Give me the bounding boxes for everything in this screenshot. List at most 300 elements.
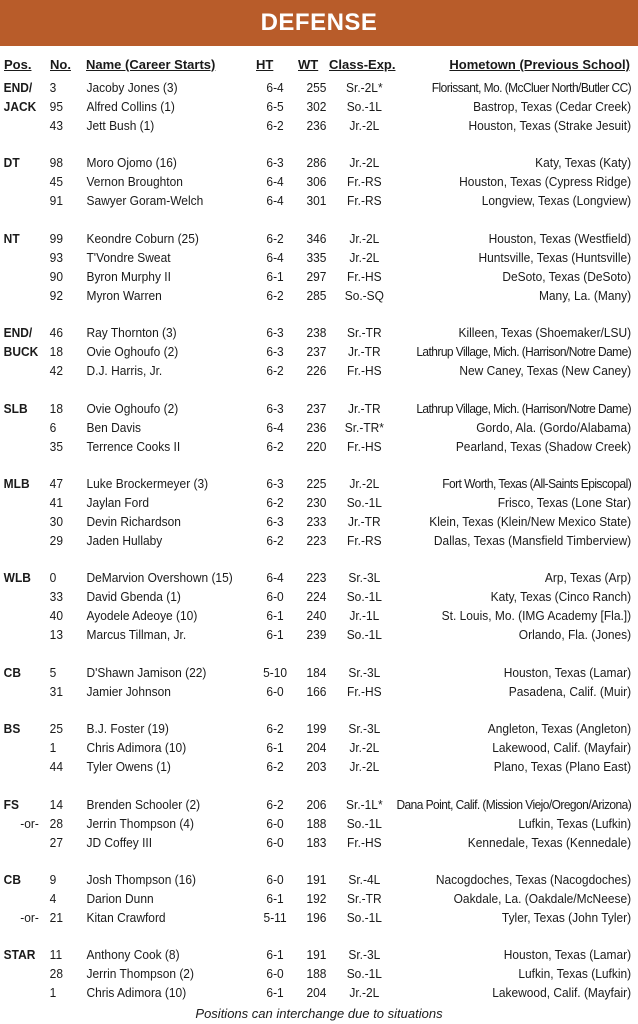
cell-name: Ovie Oghoufo (2) (86, 400, 179, 416)
table-row (0, 814, 638, 833)
cell-ht: 6-2 (266, 721, 284, 737)
cell-home: Katy, Texas (Katy) (535, 155, 632, 171)
cell-name: Terrence Cooks II (86, 438, 181, 454)
cell-cls: Fr.-RS (347, 532, 382, 548)
cell-ht: 6-2 (266, 287, 284, 303)
column-headers (0, 57, 638, 74)
cell-ht: 6-1 (266, 890, 284, 906)
cell-wt: 203 (306, 759, 327, 775)
cell-home: Klein, Texas (Klein/New Mexico State) (429, 513, 632, 529)
cell-no: 90 (49, 268, 63, 284)
cell-name: Ayodele Adeoye (10) (86, 608, 198, 624)
cell-no: 99 (49, 230, 63, 246)
cell-ht: 6-3 (266, 475, 284, 491)
cell-wt: 192 (306, 890, 327, 906)
cell-ht: 6-2 (266, 118, 284, 133)
cell-cls: Sr.-3L (348, 947, 381, 963)
cell-cls: Sr.-1L* (346, 796, 383, 812)
cell-home: Frisco, Texas (Lone Star) (497, 494, 632, 510)
cell-ht: 6-4 (266, 419, 284, 435)
table-row (0, 399, 638, 418)
table-row (0, 625, 638, 644)
cell-pos: BUCK (3, 344, 39, 360)
cell-name: Jamier Johnson (86, 683, 171, 699)
cell-cls: Sr.-3L (348, 721, 381, 737)
cell-cls: Jr.-2L (349, 249, 380, 265)
cell-pos: -or- (20, 815, 39, 831)
cell-pos: MLB (3, 475, 30, 491)
cell-wt: 220 (306, 438, 327, 454)
cell-ht: 6-2 (266, 796, 284, 812)
cell-no: 46 (49, 325, 63, 341)
cell-wt: 301 (306, 193, 327, 209)
table-row (0, 512, 638, 531)
cell-name: Chris Adimora (10) (86, 985, 187, 1001)
cell-no: 14 (49, 796, 63, 812)
cell-no: 1 (49, 740, 57, 756)
cell-ht: 6-0 (266, 683, 284, 699)
cell-no: 93 (49, 249, 63, 265)
cell-wt: 225 (306, 475, 327, 491)
cell-name: Byron Murphy II (86, 268, 171, 284)
cell-home: Lakewood, Calif. (Mayfair) (492, 740, 632, 756)
table-row (0, 153, 638, 172)
cell-name: Ray Thornton (3) (86, 325, 177, 341)
cell-ht: 6-0 (266, 871, 284, 887)
cell-wt: 188 (306, 966, 327, 982)
cell-name: B.J. Foster (19) (86, 721, 169, 737)
cell-home: Houston, Texas (Westfield) (488, 230, 632, 246)
cell-cls: Sr.-3L (348, 570, 381, 586)
cell-ht: 6-1 (266, 627, 284, 643)
cell-name: Tyler Owens (1) (86, 759, 171, 775)
cell-cls: Sr.-TR (347, 890, 382, 906)
cell-wt: 335 (306, 249, 327, 265)
cell-no: 28 (49, 966, 63, 982)
cell-home: Pasadena, Calif. (Muir) (508, 683, 632, 699)
position-group (0, 474, 638, 550)
cell-ht: 6-3 (266, 513, 284, 529)
cell-cls: Sr.-TR* (344, 419, 384, 435)
cell-home: Dallas, Texas (Mansfield Timberview) (433, 532, 632, 548)
cell-name: Jaden Hullaby (86, 532, 163, 548)
cell-cls: Fr.-HS (347, 363, 382, 379)
table-row (0, 587, 638, 606)
cell-name: Darion Dunn (86, 890, 154, 906)
cell-ht: 5-10 (263, 664, 288, 680)
cell-wt: 230 (306, 494, 327, 510)
table-row (0, 870, 638, 889)
cell-wt: 199 (306, 721, 327, 737)
cell-name: Brenden Schooler (2) (86, 796, 201, 812)
table-row (0, 908, 638, 927)
table-row (0, 795, 638, 814)
footnote: Positions can interchange due to situations (195, 1006, 443, 1021)
cell-wt: 255 (306, 80, 327, 95)
cell-name: Sawyer Goram-Welch (86, 193, 204, 209)
cell-no: 44 (49, 759, 63, 775)
cell-ht: 6-0 (266, 815, 284, 831)
cell-ht: 6-2 (266, 230, 284, 246)
cell-no: 25 (49, 721, 63, 737)
header-wt: WT (298, 57, 319, 72)
cell-wt: 204 (306, 740, 327, 756)
cell-name: Jaylan Ford (86, 494, 149, 510)
cell-pos: END/ (3, 325, 33, 341)
cell-cls: Sr.-3L (348, 664, 381, 680)
cell-no: 13 (49, 627, 63, 643)
cell-no: 41 (49, 494, 63, 510)
cell-cls: Fr.-HS (347, 438, 382, 454)
cell-cls: Fr.-HS (347, 834, 382, 850)
cell-pos: WLB (3, 570, 31, 586)
cell-wt: 223 (306, 570, 327, 586)
table-row (0, 474, 638, 493)
position-group (0, 323, 638, 380)
cell-home: Dana Point, Calif. (Mission Viejo/Oregon/Arizona) (396, 796, 632, 812)
table-row (0, 606, 638, 625)
header-name: Name (Career Starts) (86, 57, 216, 72)
cell-wt: 240 (306, 608, 327, 624)
cell-no: 95 (49, 99, 63, 114)
cell-home: Tyler, Texas (John Tyler) (501, 909, 632, 925)
cell-home: New Caney, Texas (New Caney) (459, 363, 632, 379)
cell-cls: Fr.-HS (347, 268, 382, 284)
cell-cls: So.-1L (346, 627, 382, 643)
table-row (0, 286, 638, 305)
table-row (0, 663, 638, 682)
cell-ht: 6-3 (266, 400, 284, 416)
cell-name: JD Coffey III (86, 834, 153, 850)
cell-wt: 196 (306, 909, 327, 925)
cell-wt: 191 (306, 947, 327, 963)
table-row (0, 78, 638, 97)
cell-no: 92 (49, 287, 63, 303)
cell-wt: 223 (306, 532, 327, 548)
table-row (0, 437, 638, 456)
cell-ht: 6-3 (266, 344, 284, 360)
cell-cls: So.-1L (346, 909, 382, 925)
cell-no: 29 (49, 532, 63, 548)
cell-wt: 237 (306, 400, 327, 416)
cell-no: 30 (49, 513, 63, 529)
cell-pos: CB (3, 664, 21, 680)
cell-no: 35 (49, 438, 63, 454)
table-row (0, 945, 638, 964)
cell-home: Many, La. (Many) (538, 287, 632, 303)
cell-no: 18 (49, 400, 63, 416)
cell-pos: STAR (3, 947, 36, 963)
cell-home: Pearland, Texas (Shadow Creek) (455, 438, 632, 454)
position-group (0, 229, 638, 305)
cell-home: Longview, Texas (Longview) (481, 193, 632, 209)
header-ht: HT (256, 57, 274, 72)
cell-cls: So.-1L (346, 589, 382, 605)
cell-name: Anthony Cook (8) (86, 947, 180, 963)
cell-no: 31 (49, 683, 63, 699)
cell-ht: 6-1 (266, 985, 284, 1001)
cell-pos: END/ (3, 80, 33, 95)
cell-cls: Jr.-2L (349, 155, 380, 171)
cell-no: 45 (49, 174, 63, 190)
cell-cls: Jr.-1L (349, 608, 380, 624)
cell-name: Alfred Collins (1) (86, 99, 175, 114)
cell-home: Plano, Texas (Plano East) (493, 759, 632, 775)
cell-ht: 6-4 (266, 80, 284, 95)
cell-no: 11 (49, 947, 63, 963)
cell-ht: 6-2 (266, 532, 284, 548)
cell-pos: NT (3, 230, 20, 246)
cell-home: Arp, Texas (Arp) (544, 570, 632, 586)
cell-name: Ovie Oghoufo (2) (86, 344, 179, 360)
cell-cls: Sr.-4L (348, 871, 381, 887)
cell-home: DeSoto, Texas (DeSoto) (502, 268, 632, 284)
cell-name: Devin Richardson (86, 513, 181, 529)
cell-cls: Jr.-2L (349, 985, 380, 1001)
cell-home: Bastrop, Texas (Cedar Creek) (473, 99, 632, 114)
cell-wt: 238 (306, 325, 327, 341)
cell-ht: 6-4 (266, 193, 284, 209)
cell-no: 0 (49, 570, 57, 586)
header-hometown: Hometown (Previous School) (449, 57, 630, 72)
cell-ht: 6-1 (266, 947, 284, 963)
page-title: DEFENSE (260, 9, 378, 36)
cell-name: D'Shawn Jamison (22) (86, 664, 207, 680)
cell-cls: Sr.-TR (347, 325, 382, 341)
cell-wt: 285 (306, 287, 327, 303)
cell-ht: 6-4 (266, 174, 284, 190)
cell-no: 98 (49, 155, 63, 171)
cell-pos: DT (3, 155, 20, 171)
cell-no: 4 (49, 890, 57, 906)
position-group (0, 870, 638, 927)
cell-wt: 204 (306, 985, 327, 1001)
table-row (0, 97, 638, 116)
position-group (0, 153, 638, 210)
cell-name: DeMarvion Overshown (15) (86, 570, 233, 586)
cell-no: 21 (49, 909, 63, 925)
cell-ht: 6-2 (266, 494, 284, 510)
cell-home: Houston, Texas (Strake Jesuit) (468, 118, 632, 133)
cell-pos: CB (3, 871, 21, 887)
cell-no: 5 (49, 664, 57, 680)
table-row (0, 418, 638, 437)
cell-wt: 188 (306, 815, 327, 831)
cell-home: Katy, Texas (Cinco Ranch) (490, 589, 632, 605)
cell-pos: JACK (3, 99, 37, 114)
cell-home: Lathrup Village, Mich. (Harrison/Notre Dame) (416, 344, 632, 360)
position-group (0, 78, 638, 135)
cell-name: Myron Warren (86, 287, 162, 303)
cell-home: Lathrup Village, Mich. (Harrison/Notre Dame) (416, 400, 632, 416)
table-row (0, 116, 638, 135)
cell-ht: 6-2 (266, 438, 284, 454)
cell-name: Kitan Crawford (86, 909, 166, 925)
cell-cls: Fr.-RS (347, 193, 382, 209)
cell-name: Josh Thompson (16) (86, 871, 196, 887)
cell-ht: 6-3 (266, 325, 284, 341)
cell-name: David Gbenda (1) (86, 589, 181, 605)
cell-home: Killeen, Texas (Shoemaker/LSU) (458, 325, 632, 341)
cell-no: 43 (49, 118, 63, 133)
cell-wt: 191 (306, 871, 327, 887)
header-no: No. (50, 57, 71, 72)
cell-no: 40 (49, 608, 63, 624)
header-class: Class-Exp. (329, 57, 396, 72)
cell-home: Kennedale, Texas (Kennedale) (467, 834, 632, 850)
cell-name: T'Vondre Sweat (86, 249, 171, 265)
cell-home: Houston, Texas (Lamar) (503, 664, 632, 680)
cell-ht: 6-4 (266, 570, 284, 586)
cell-no: 47 (49, 475, 63, 491)
cell-wt: 236 (306, 419, 327, 435)
cell-wt: 297 (306, 268, 327, 284)
cell-no: 91 (49, 193, 63, 209)
table-row (0, 267, 638, 286)
cell-ht: 6-4 (266, 249, 284, 265)
cell-ht: 6-1 (266, 268, 284, 284)
table-row (0, 568, 638, 587)
cell-wt: 233 (306, 513, 327, 529)
cell-name: Jacoby Jones (3) (86, 80, 178, 95)
cell-name: Luke Brockermeyer (3) (86, 475, 209, 491)
cell-cls: Jr.-TR (348, 513, 381, 529)
table-row (0, 191, 638, 210)
cell-name: Jerrin Thompson (2) (86, 966, 194, 982)
cell-ht: 6-0 (266, 966, 284, 982)
position-group (0, 945, 638, 1002)
cell-wt: 236 (306, 118, 327, 133)
cell-cls: So.-1L (346, 99, 382, 114)
cell-home: Florissant, Mo. (McCluer North/Butler CC) (431, 80, 632, 95)
cell-wt: 286 (306, 155, 327, 171)
cell-name: Keondre Coburn (25) (86, 230, 199, 246)
cell-ht: 6-1 (266, 608, 284, 624)
header-pos: Pos. (4, 57, 32, 72)
cell-home: Angleton, Texas (Angleton) (487, 721, 632, 737)
cell-home: Huntsville, Texas (Huntsville) (478, 249, 632, 265)
cell-cls: Fr.-RS (347, 174, 382, 190)
cell-cls: Sr.-2L* (346, 80, 383, 95)
position-group (0, 568, 638, 644)
cell-cls: Jr.-TR (348, 344, 381, 360)
cell-wt: 206 (306, 796, 327, 812)
cell-home: Gordo, Ala. (Gordo/Alabama) (476, 419, 632, 435)
cell-home: Fort Worth, Texas (All-Saints Episcopal) (442, 475, 632, 491)
cell-home: Lufkin, Texas (Lufkin) (518, 966, 632, 982)
table-row (0, 964, 638, 983)
cell-name: Jerrin Thompson (4) (86, 815, 194, 831)
cell-name: D.J. Harris, Jr. (86, 363, 163, 379)
cell-wt: 306 (306, 174, 327, 190)
table-row (0, 248, 638, 267)
cell-cls: Jr.-2L (349, 118, 380, 133)
cell-pos: SLB (3, 400, 28, 416)
table-row (0, 738, 638, 757)
roster-table (0, 78, 638, 1021)
position-group (0, 795, 638, 852)
position-group (0, 399, 638, 456)
cell-no: 33 (49, 589, 63, 605)
cell-cls: Jr.-TR (348, 400, 381, 416)
cell-ht: 6-0 (266, 589, 284, 605)
cell-pos: BS (3, 721, 21, 737)
cell-wt: 184 (306, 664, 327, 680)
table-row (0, 172, 638, 191)
cell-no: 9 (49, 871, 57, 887)
cell-cls: Jr.-2L (349, 230, 380, 246)
cell-ht: 6-3 (266, 155, 284, 171)
cell-home: Nacogdoches, Texas (Nacogdoches) (435, 871, 632, 887)
cell-name: Ben Davis (86, 419, 141, 435)
table-row (0, 719, 638, 738)
cell-ht: 6-5 (266, 99, 284, 114)
table-row (0, 323, 638, 342)
cell-wt: 166 (306, 683, 327, 699)
table-row (0, 229, 638, 248)
title-banner (0, 0, 638, 46)
cell-wt: 302 (306, 99, 327, 114)
cell-cls: So.-1L (346, 494, 382, 510)
cell-home: Orlando, Fla. (Jones) (518, 627, 632, 643)
cell-cls: Jr.-2L (349, 475, 380, 491)
cell-ht: 6-0 (266, 834, 284, 850)
table-row (0, 983, 638, 1002)
table-row (0, 757, 638, 776)
cell-ht: 5-11 (263, 909, 287, 925)
cell-no: 6 (49, 419, 57, 435)
cell-ht: 6-1 (266, 740, 284, 756)
cell-name: Marcus Tillman, Jr. (86, 627, 187, 643)
cell-name: Vernon Broughton (86, 174, 183, 190)
cell-no: 28 (49, 815, 63, 831)
cell-cls: Fr.-HS (347, 683, 382, 699)
table-row (0, 361, 638, 380)
cell-cls: Jr.-2L (349, 740, 380, 756)
position-group (0, 719, 638, 776)
table-row (0, 833, 638, 852)
cell-pos: -or- (20, 909, 39, 925)
cell-cls: So.-1L (346, 815, 382, 831)
cell-cls: Jr.-2L (349, 759, 380, 775)
table-row (0, 493, 638, 512)
cell-name: Chris Adimora (10) (86, 740, 187, 756)
cell-name: Moro Ojomo (16) (86, 155, 177, 171)
position-group (0, 663, 638, 701)
cell-ht: 6-2 (266, 759, 284, 775)
cell-no: 3 (49, 80, 57, 95)
cell-home: Houston, Texas (Cypress Ridge) (459, 174, 632, 190)
cell-no: 42 (49, 363, 63, 379)
cell-home: Lufkin, Texas (Lufkin) (518, 815, 632, 831)
cell-wt: 183 (306, 834, 327, 850)
table-row (0, 342, 638, 361)
cell-home: Oakdale, La. (Oakdale/McNeese) (453, 890, 632, 906)
cell-no: 1 (49, 985, 57, 1001)
cell-wt: 224 (306, 589, 327, 605)
cell-pos: FS (3, 796, 19, 812)
cell-ht: 6-2 (266, 363, 284, 379)
table-row (0, 531, 638, 550)
cell-home: St. Louis, Mo. (IMG Academy [Fla.]) (441, 608, 632, 624)
cell-home: Lakewood, Calif. (Mayfair) (492, 985, 632, 1001)
cell-no: 18 (49, 344, 63, 360)
cell-wt: 346 (306, 230, 327, 246)
cell-cls: So.-SQ (344, 287, 384, 303)
cell-cls: So.-1L (346, 966, 382, 982)
table-row (0, 889, 638, 908)
table-row (0, 682, 638, 701)
